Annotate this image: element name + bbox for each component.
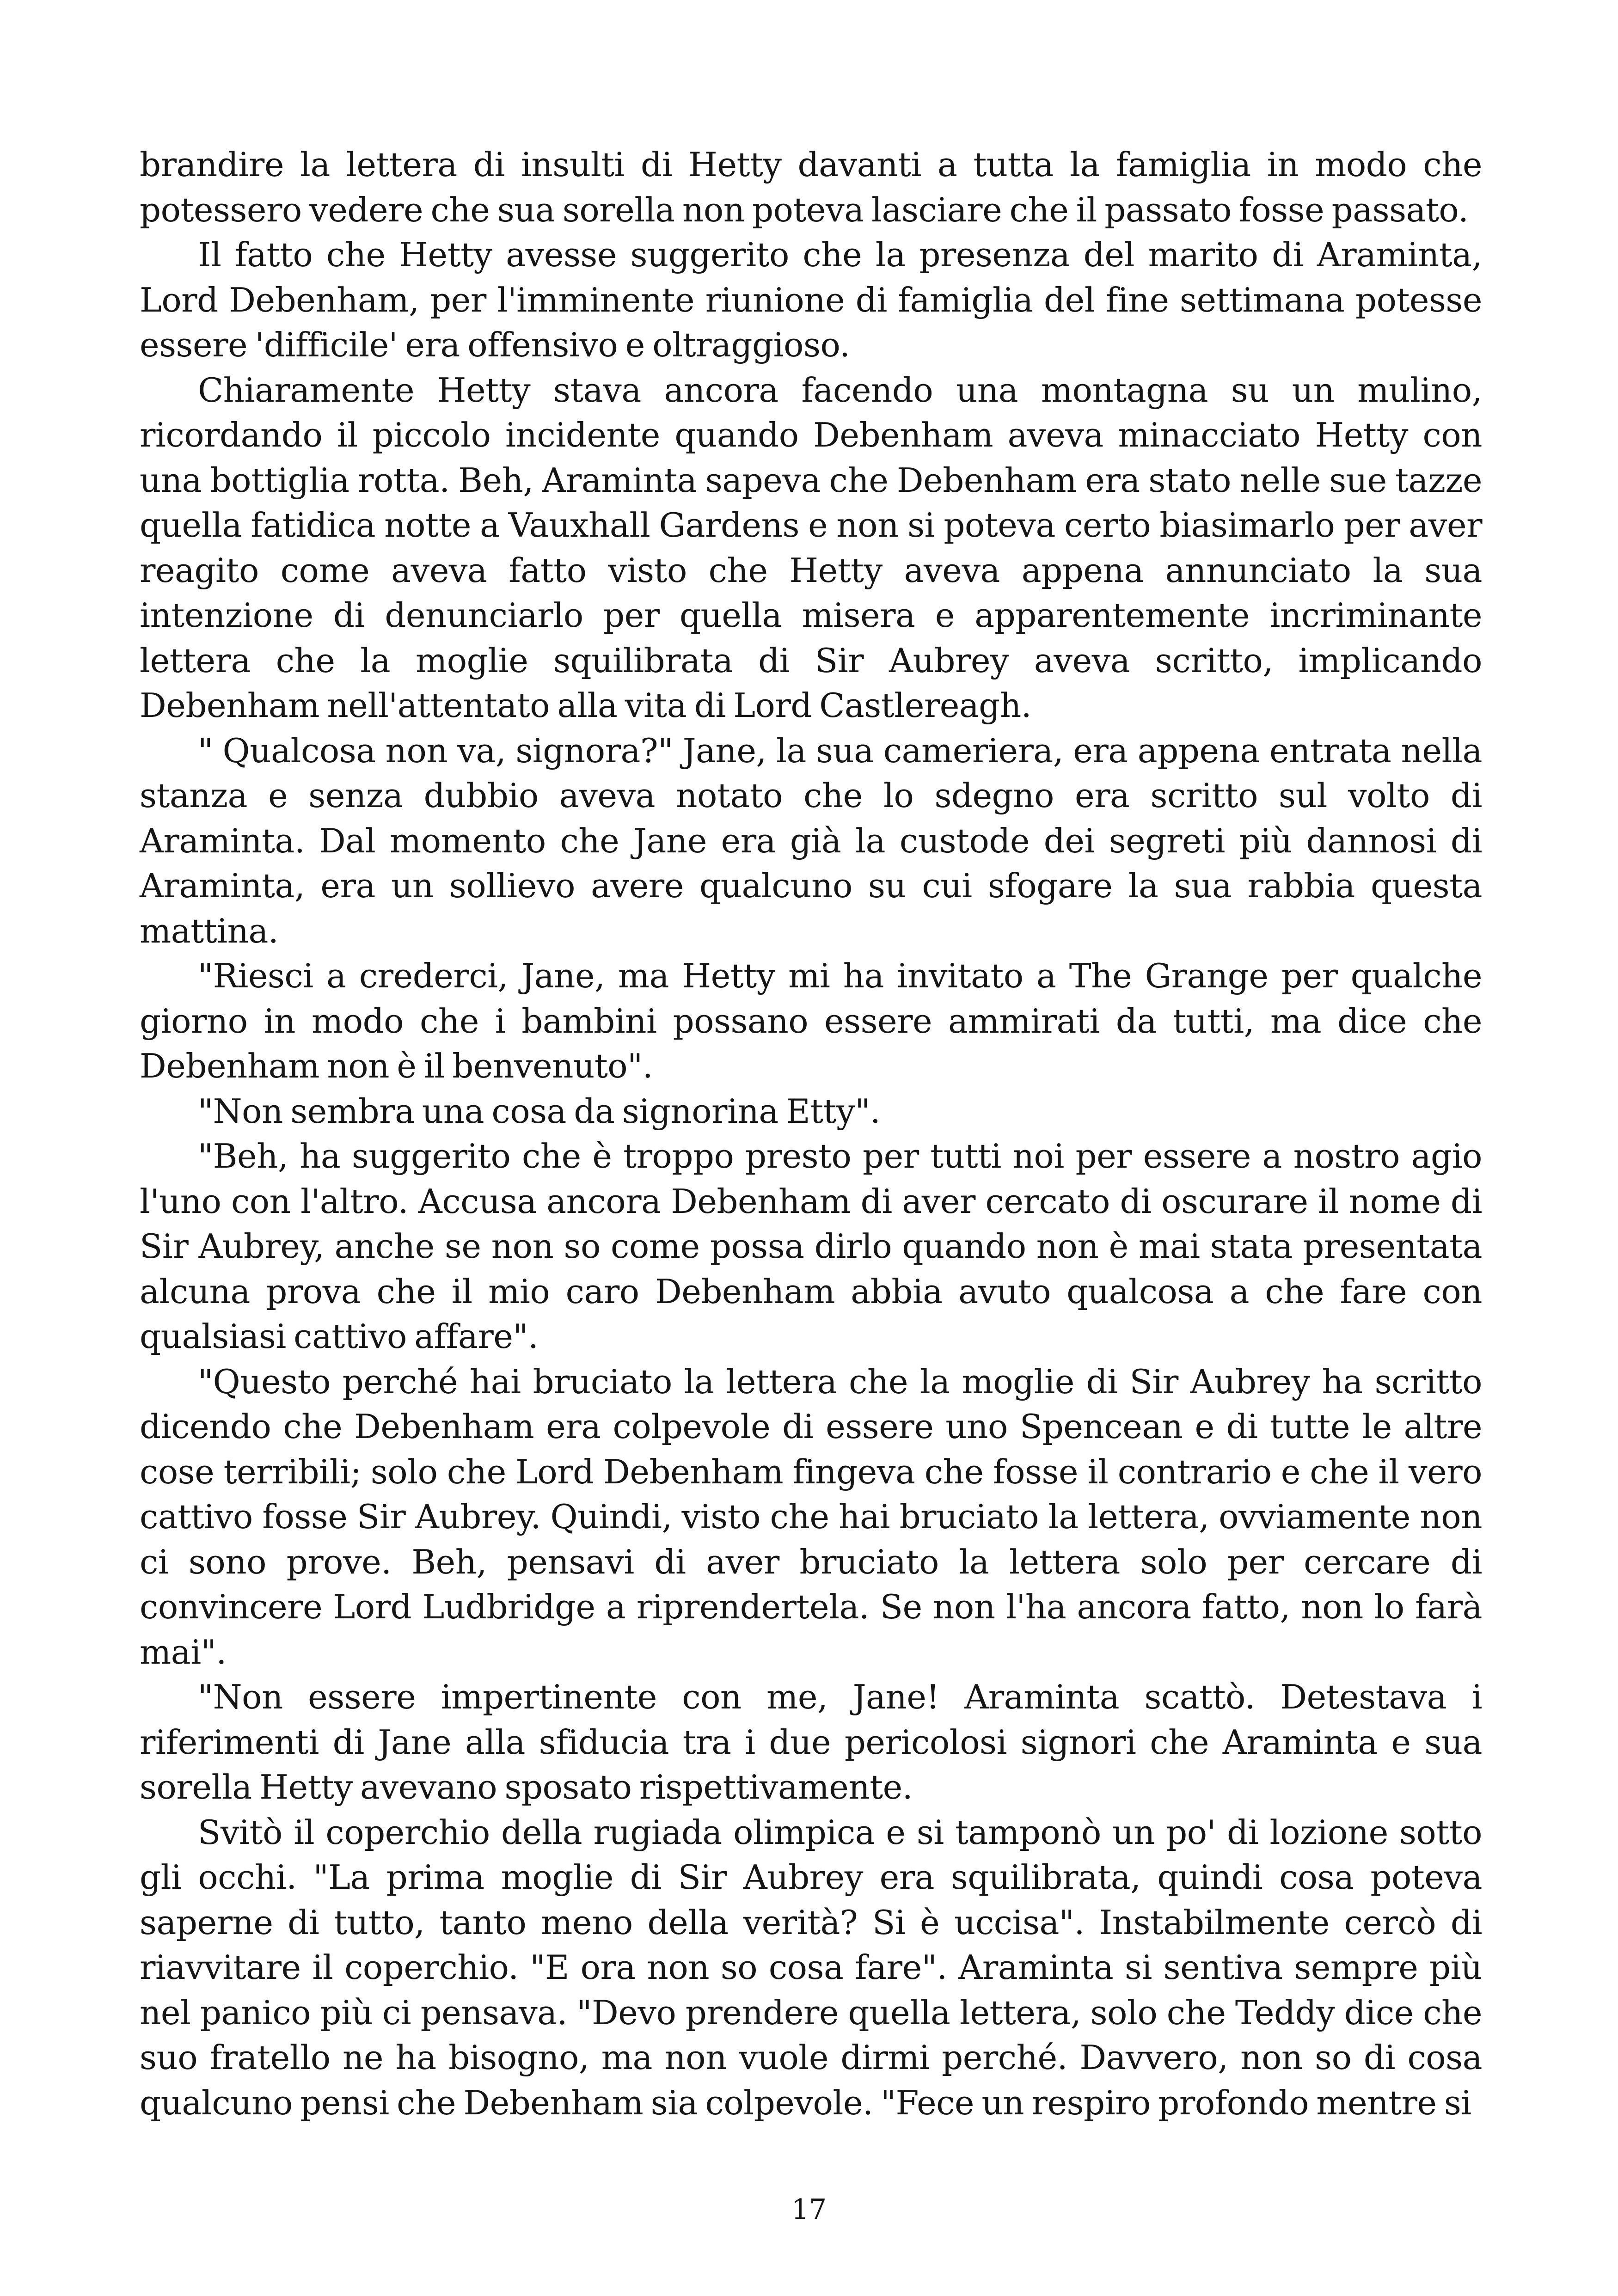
paragraph: "Beh, ha suggerito che è troppo presto per tutti noi per essere a nostro agio l'uno con l'altro. Accusa ancora Debenham di aver cercato di oscurare il nome di Sir Aubrey, anche se non so come possa dirlo quando non è mai stata presentata alcuna prova che il mio caro Debenham abbia avuto qualcosa a che fare con qualsiasi cattivo affare". — [140, 1137, 1482, 1356]
paragraph: Il fatto che Hetty avesse suggerito che la presenza del marito di Araminta, Lord Debenham, per l'imminente riunione di famiglia del fine settimana potesse essere 'difficile' era offensivo e oltraggioso. — [140, 235, 1482, 364]
paragraph: brandire la lettera di insulti di Hetty davanti a tutta la famiglia in modo che potessero vedere che sua sorella non poteva lasciare che il passato fosse passato. — [140, 145, 1482, 229]
body-text — [140, 142, 1482, 2125]
page-number: 17 — [791, 2193, 827, 2226]
paragraph: " Qualcosa non va, signora?" Jane, la sua cameriera, era appena entrata nella stanza e senza dubbio aveva notato che lo sdegno era scritto sul volto di Araminta. Dal momento che Jane era già la custode dei segreti più dannosi di Araminta, era un sollievo avere qualcuno su cui sfogare la sua rabbia questa mattina. — [140, 731, 1482, 950]
paragraph: "Non sembra una cosa da signorina Etty". — [198, 1091, 881, 1131]
paragraph: Chiaramente Hetty stava ancora facendo una montagna su un mulino, ricordando il piccolo incidente quando Debenham aveva minacciato Hetty con una bottiglia rotta. Beh, Araminta sapeva che Debenham era stato nelle sue tazze quella fatidica notte a Vauxhall Gardens e non si poteva certo biasimarlo per aver reagito come aveva fatto visto che Hetty aveva appena annunciato la sua intenzione di denunciarlo per quella misera e apparentemente incriminante lettera che la moglie squilibrata di Sir Aubrey aveva scritto, implicando Debenham nell'attentato alla vita di Lord Castlereagh. — [140, 370, 1482, 725]
paragraph: "Riesci a crederci, Jane, ma Hetty mi ha invitato a The Grange per qualche giorno in modo che i bambini possano essere ammirati da tutti, ma dice che Debenham non è il benvenuto". — [140, 956, 1482, 1085]
paragraph: "Non essere impertinente con me, Jane! Araminta scattò. Detestava i riferimenti di Jane alla sfiducia tra i due pericolosi signori che Araminta e sua sorella Hetty avevano sposato rispettivamente. — [140, 1678, 1482, 1806]
paragraph: Svitò il coperchio della rugiada olimpica e si tamponò un po' di lozione sotto gli occhi. "La prima moglie di Sir Aubrey era squilibrata, quindi cosa poteva saperne di tutto, tanto meno della verità? Si è uccisa". Instabilmente cercò di riavvitare il coperchio. "E ora non so cosa fare". Araminta si sentiva sempre più nel panico più ci pensava. "Devo prendere quella lettera, solo che Teddy dice che suo fratello ne ha bisogno, ma non vuole dirmi perché. Davvero, non so di cosa qualcuno pensi che Debenham sia colpevole. "Fece un respiro profondo mentre si — [140, 1812, 1482, 2122]
paragraph: "Questo perché hai bruciato la lettera che la moglie di Sir Aubrey ha scritto dicendo che Debenham era colpevole di essere uno Spencean e di tutte le altre cose terribili; solo che Lord Debenham fingeva che fosse il contrario e che il vero cattivo fosse Sir Aubrey. Quindi, visto che hai bruciato la lettera, ovviamente non ci sono prove. Beh, pensavi di aver bruciato la lettera solo per cercare di convincere Lord Ludbridge a riprendertela. Se non l'ha ancora fatto, non lo farà mai". — [140, 1362, 1482, 1671]
